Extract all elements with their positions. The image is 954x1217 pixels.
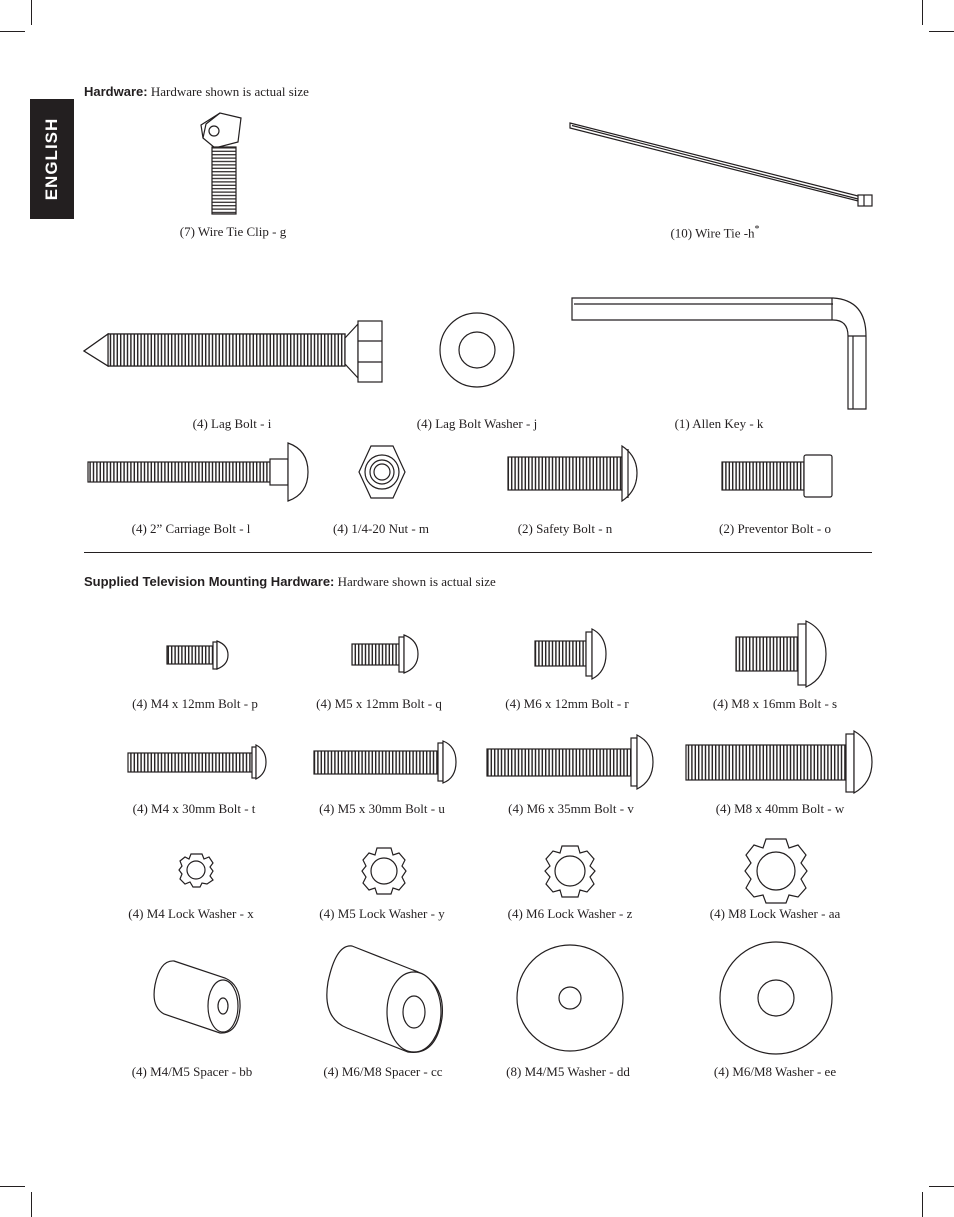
tv-hardware-heading-bold: Supplied Television Mounting Hardware: [84, 574, 335, 589]
bolt-r-icon [535, 629, 606, 679]
caption-wire-tie-text: (10) Wire Tie -h [670, 225, 755, 241]
caption-bolt-u: (4) M5 x 30mm Bolt - u [319, 801, 445, 816]
caption-spacer-cc: (4) M6/M8 Spacer - cc [323, 1064, 443, 1079]
lock-washer-y-icon [362, 848, 406, 894]
caption-lock-washer-z: (4) M6 Lock Washer - z [507, 906, 633, 921]
safety-bolt-icon [508, 446, 637, 501]
caption-preventor-bolt: (2) Preventor Bolt - o [719, 521, 831, 536]
wire-tie-icon [570, 123, 872, 206]
caption-lag-bolt-washer: (4) Lag Bolt Washer - j [416, 416, 538, 431]
flat-washer-ee-icon [720, 942, 832, 1054]
bolt-s-icon [736, 621, 826, 687]
caption-bolt-p: (4) M4 x 12mm Bolt - p [132, 696, 258, 711]
caption-nut: (4) 1/4-20 Nut - m [332, 521, 430, 536]
bolt-v-icon [487, 735, 653, 789]
carriage-bolt-icon [88, 443, 308, 501]
lock-washer-aa-icon [745, 839, 807, 903]
tv-hardware-heading-text: Hardware shown is actual size [334, 574, 496, 589]
caption-wire-tie-clip: (7) Wire Tie Clip - g [179, 224, 287, 239]
caption-lock-washer-aa: (4) M8 Lock Washer - aa [709, 906, 841, 921]
bolt-t-icon [128, 745, 266, 779]
language-tab-label: ENGLISH [42, 117, 61, 201]
spacer-bb-icon [154, 961, 240, 1033]
caption-bolt-s: (4) M8 x 16mm Bolt - s [712, 696, 838, 711]
caption-bolt-v: (4) M6 x 35mm Bolt - v [508, 801, 634, 816]
caption-wire-tie [670, 224, 759, 241]
bolt-w-icon [686, 731, 872, 793]
caption-carriage-bolt: (4) 2” Carriage Bolt - l [131, 521, 251, 536]
bolt-u-icon [314, 741, 456, 783]
lag-bolt-icon [84, 321, 382, 382]
lag-bolt-washer-icon [440, 313, 514, 387]
caption-washer-ee: (4) M6/M8 Washer - ee [713, 1064, 837, 1079]
lock-washer-x-icon [179, 854, 213, 887]
hex-nut-icon [359, 446, 405, 498]
caption-safety-bolt: (2) Safety Bolt - n [517, 521, 613, 536]
caption-bolt-w: (4) M8 x 40mm Bolt - w [715, 801, 845, 816]
allen-key-icon [572, 298, 866, 409]
hardware-heading-text: Hardware shown is actual size [147, 84, 309, 99]
caption-allen-key: (1) Allen Key - k [674, 416, 764, 431]
caption-bolt-t: (4) M4 x 30mm Bolt - t [132, 801, 256, 816]
spacer-cc-icon [327, 946, 443, 1052]
bolt-q-icon [352, 635, 418, 673]
caption-bolt-r: (4) M6 x 12mm Bolt - r [505, 696, 629, 711]
lock-washer-z-icon [545, 846, 595, 897]
wire-tie-clip-icon [201, 113, 241, 214]
hardware-heading-bold: Hardware: [84, 84, 148, 99]
caption-spacer-bb: (4) M4/M5 Spacer - bb [131, 1064, 253, 1079]
caption-bolt-q: (4) M5 x 12mm Bolt - q [316, 696, 442, 711]
footnote-asterisk: * [754, 224, 760, 235]
caption-washer-dd: (8) M4/M5 Washer - dd [506, 1064, 630, 1079]
preventor-bolt-icon [722, 455, 832, 497]
caption-lock-washer-y: (4) M5 Lock Washer - y [319, 906, 445, 921]
bolt-p-icon [167, 641, 228, 669]
flat-washer-dd-icon [517, 945, 623, 1051]
caption-lock-washer-x: (4) M4 Lock Washer - x [128, 906, 254, 921]
caption-lag-bolt: (4) Lag Bolt - i [192, 416, 272, 431]
